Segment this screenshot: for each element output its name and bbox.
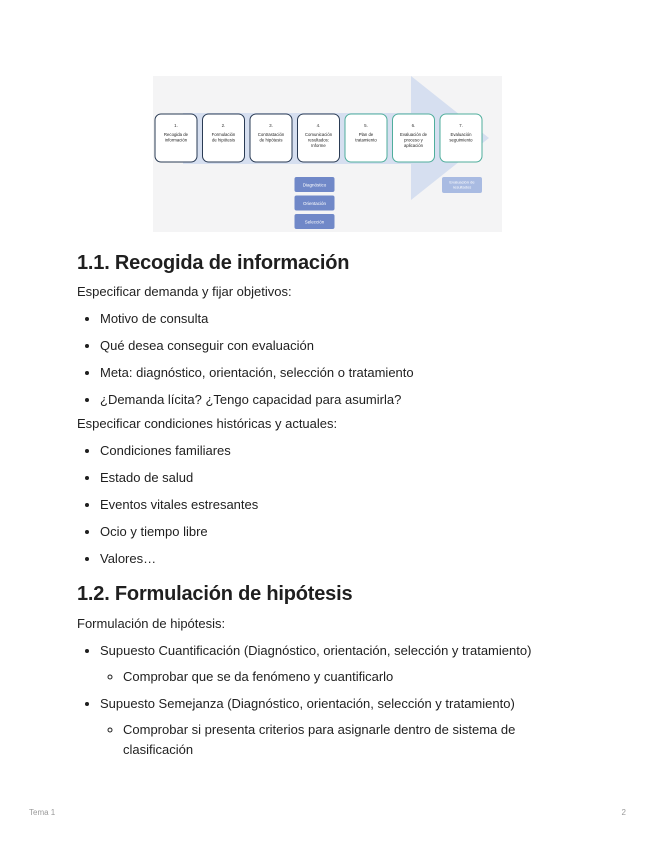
- bullet-list: [77, 302, 577, 410]
- list-item: • Eventos vitales estresantes: [100, 488, 577, 515]
- outcome-box: [295, 196, 335, 211]
- outcome-box-label: Diagnóstico: [302, 182, 327, 188]
- process-step-number: 3.: [269, 123, 273, 128]
- process-step: [345, 114, 387, 162]
- process-step-number: 4.: [316, 123, 321, 128]
- section-lead: Especificar demanda y fijar objetivos:: [77, 284, 292, 299]
- process-step: [250, 114, 292, 162]
- process-step-number: 6.: [411, 123, 416, 128]
- process-step: [393, 114, 435, 162]
- process-step: [298, 114, 340, 162]
- list-item-text: Supuesto Cuantificación (Diagnóstico, orientación, selección y tratamiento): [100, 643, 532, 658]
- process-step-label: Contrastación de hipótesis: [257, 132, 285, 143]
- list-item: • Condiciones familiares: [100, 434, 577, 461]
- list-item: [100, 687, 577, 760]
- process-step: [203, 114, 245, 162]
- process-step-label: Formulación de hipótesis: [211, 132, 236, 143]
- list-item: • Qué desea conseguir con evaluación: [100, 329, 577, 356]
- process-step-label: Recogida de información: [163, 132, 189, 143]
- process-step-label: Comunicación resultados: Informe: [304, 132, 333, 148]
- outcome-box-label: Orientación: [302, 201, 327, 206]
- process-step-number: 2.: [221, 123, 226, 128]
- process-step-number: 1.: [174, 123, 178, 128]
- outcome-box: [295, 214, 335, 229]
- document-body: [77, 250, 577, 760]
- sub-list: [100, 661, 577, 687]
- list-item-text: Supuesto Semejanza (Diagnóstico, orientación, selección y tratamiento): [100, 696, 515, 711]
- outcome-box: [295, 177, 335, 192]
- process-diagram: [153, 76, 502, 232]
- footer-doc-title: Tema 1: [29, 808, 56, 817]
- list-item: • ¿Demanda lícita? ¿Tengo capacidad para asumirla?: [100, 383, 577, 410]
- process-step-number: 7.: [459, 123, 463, 128]
- list-item: [100, 634, 577, 687]
- list-item: • Estado de salud: [100, 461, 577, 488]
- footer-page-number: 2: [621, 808, 626, 817]
- results-evaluation-label: Evaluación de resultados: [449, 179, 475, 190]
- list-item: • Meta: diagnóstico, orientación, selección o tratamiento: [100, 356, 577, 383]
- process-diagram-svg: [153, 76, 502, 232]
- list-item: • Valores…: [100, 542, 577, 569]
- sub-list-item: ◦ Comprobar que se da fenómeno y cuantificarlo: [123, 661, 577, 687]
- section-heading: 1.1. Recogida de información: [77, 252, 350, 274]
- sub-list: [100, 714, 577, 760]
- bullet-list-2: [77, 434, 577, 569]
- outcome-box-label: Selección: [304, 219, 325, 225]
- list-item: • Ocio y tiempo libre: [100, 515, 577, 542]
- process-step: [155, 114, 197, 162]
- list-item: • Motivo de consulta: [100, 302, 577, 329]
- process-step: [440, 114, 482, 162]
- section-lead: Formulación de hipótesis:: [77, 616, 226, 631]
- section-formulacion: [77, 581, 577, 760]
- process-step-label: Evaluación seguimiento: [449, 132, 473, 143]
- process-step-label: Plan de tratamiento: [355, 132, 377, 143]
- process-step-label: Evaluación de proceso y aplicación: [400, 132, 427, 148]
- section-heading: 1.2. Formulación de hipótesis: [77, 583, 353, 605]
- bullet-list: [77, 634, 577, 760]
- results-evaluation-box: [442, 177, 482, 193]
- sub-list-item: ◦ Comprobar si presenta criterios para asignarle dentro de sistema de clasificación: [123, 714, 577, 760]
- section-lead-2: Especificar condiciones históricas y actuales:: [77, 416, 338, 431]
- section-recogida: [77, 250, 577, 569]
- process-step-number: 5.: [364, 123, 368, 128]
